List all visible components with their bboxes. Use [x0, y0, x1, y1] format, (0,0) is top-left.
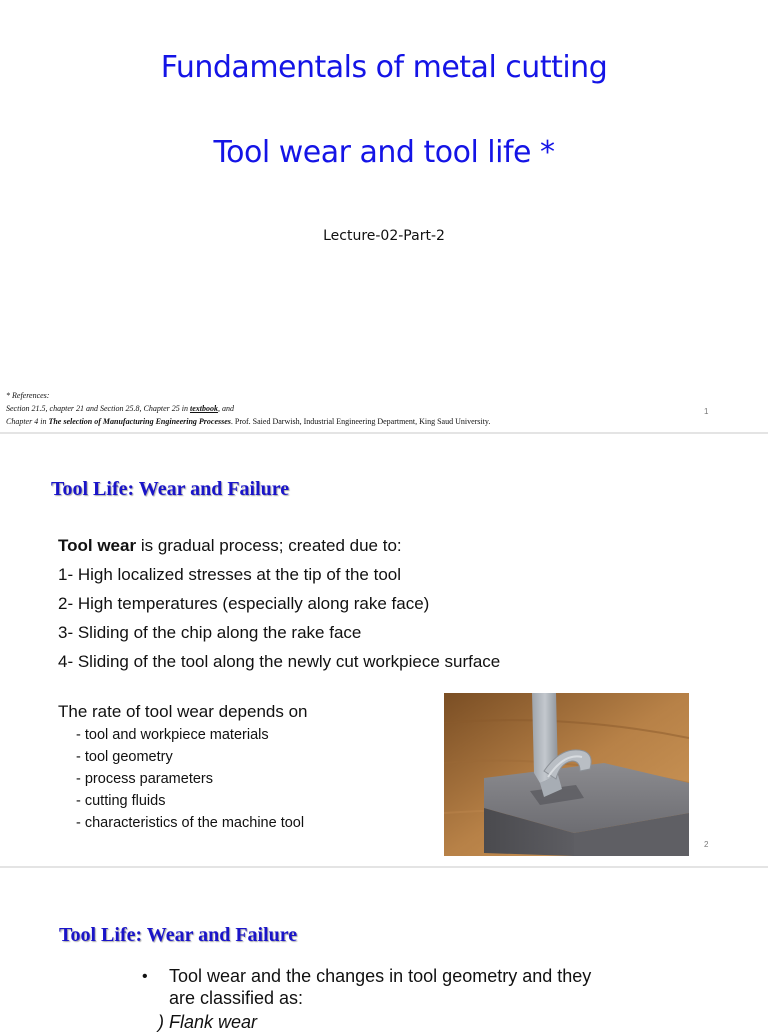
factor-item: - process parameters	[76, 771, 213, 787]
reference-line-2: Chapter 4 in The selection of Manufacturing Engineering Processes. Prof. Saied Darwish, Industrial Engineering Department, King Saud University.	[6, 417, 491, 426]
textbook-link[interactable]: textbook	[189, 404, 218, 413]
sub-list-item: ) Flank wear	[158, 1012, 258, 1032]
intro-text: Tool wear is gradual process; created due to:	[58, 536, 402, 555]
factor-item: - cutting fluids	[76, 793, 166, 809]
bullet-text-line-1: Tool wear and the changes in tool geometry and they	[169, 966, 592, 986]
reference-line-1: Section 21.5, chapter 21 and Section 25.8, Chapter 25 in textbook, and	[6, 404, 234, 413]
main-title: Fundamentals of metal cutting	[160, 50, 608, 85]
factor-item: - characteristics of the machine tool	[76, 815, 305, 831]
bullet-dot: •	[142, 968, 148, 985]
rate-label: The rate of tool wear depends on	[58, 702, 308, 721]
cause-item: 2- High temperatures (especially along rake face)	[58, 594, 430, 613]
references-heading: * References:	[6, 391, 50, 400]
slide-2	[0, 434, 768, 866]
slide-1	[0, 0, 768, 432]
bullet-text-line-2: are classified as:	[169, 988, 304, 1008]
subtitle: Tool wear and tool life *	[213, 135, 555, 170]
cause-item: 1- High localized stresses at the tip of the tool	[58, 565, 402, 584]
page-number: 1	[704, 407, 709, 416]
cause-item: 3- Sliding of the chip along the rake face	[58, 623, 362, 642]
slide-heading: Tool Life: Wear and Failure	[51, 478, 290, 500]
slide-3	[0, 868, 768, 1032]
cause-item: 4- Sliding of the tool along the newly cut workpiece surface	[58, 652, 501, 671]
factor-item: - tool and workpiece materials	[76, 727, 269, 743]
references	[6, 389, 490, 428]
factor-item: - tool geometry	[76, 749, 173, 765]
cutting-tool-illustration	[444, 693, 689, 856]
lecture-label: Lecture-02-Part-2	[323, 228, 445, 244]
page-number: 2	[704, 840, 709, 849]
slide-heading: Tool Life: Wear and Failure	[59, 924, 298, 946]
